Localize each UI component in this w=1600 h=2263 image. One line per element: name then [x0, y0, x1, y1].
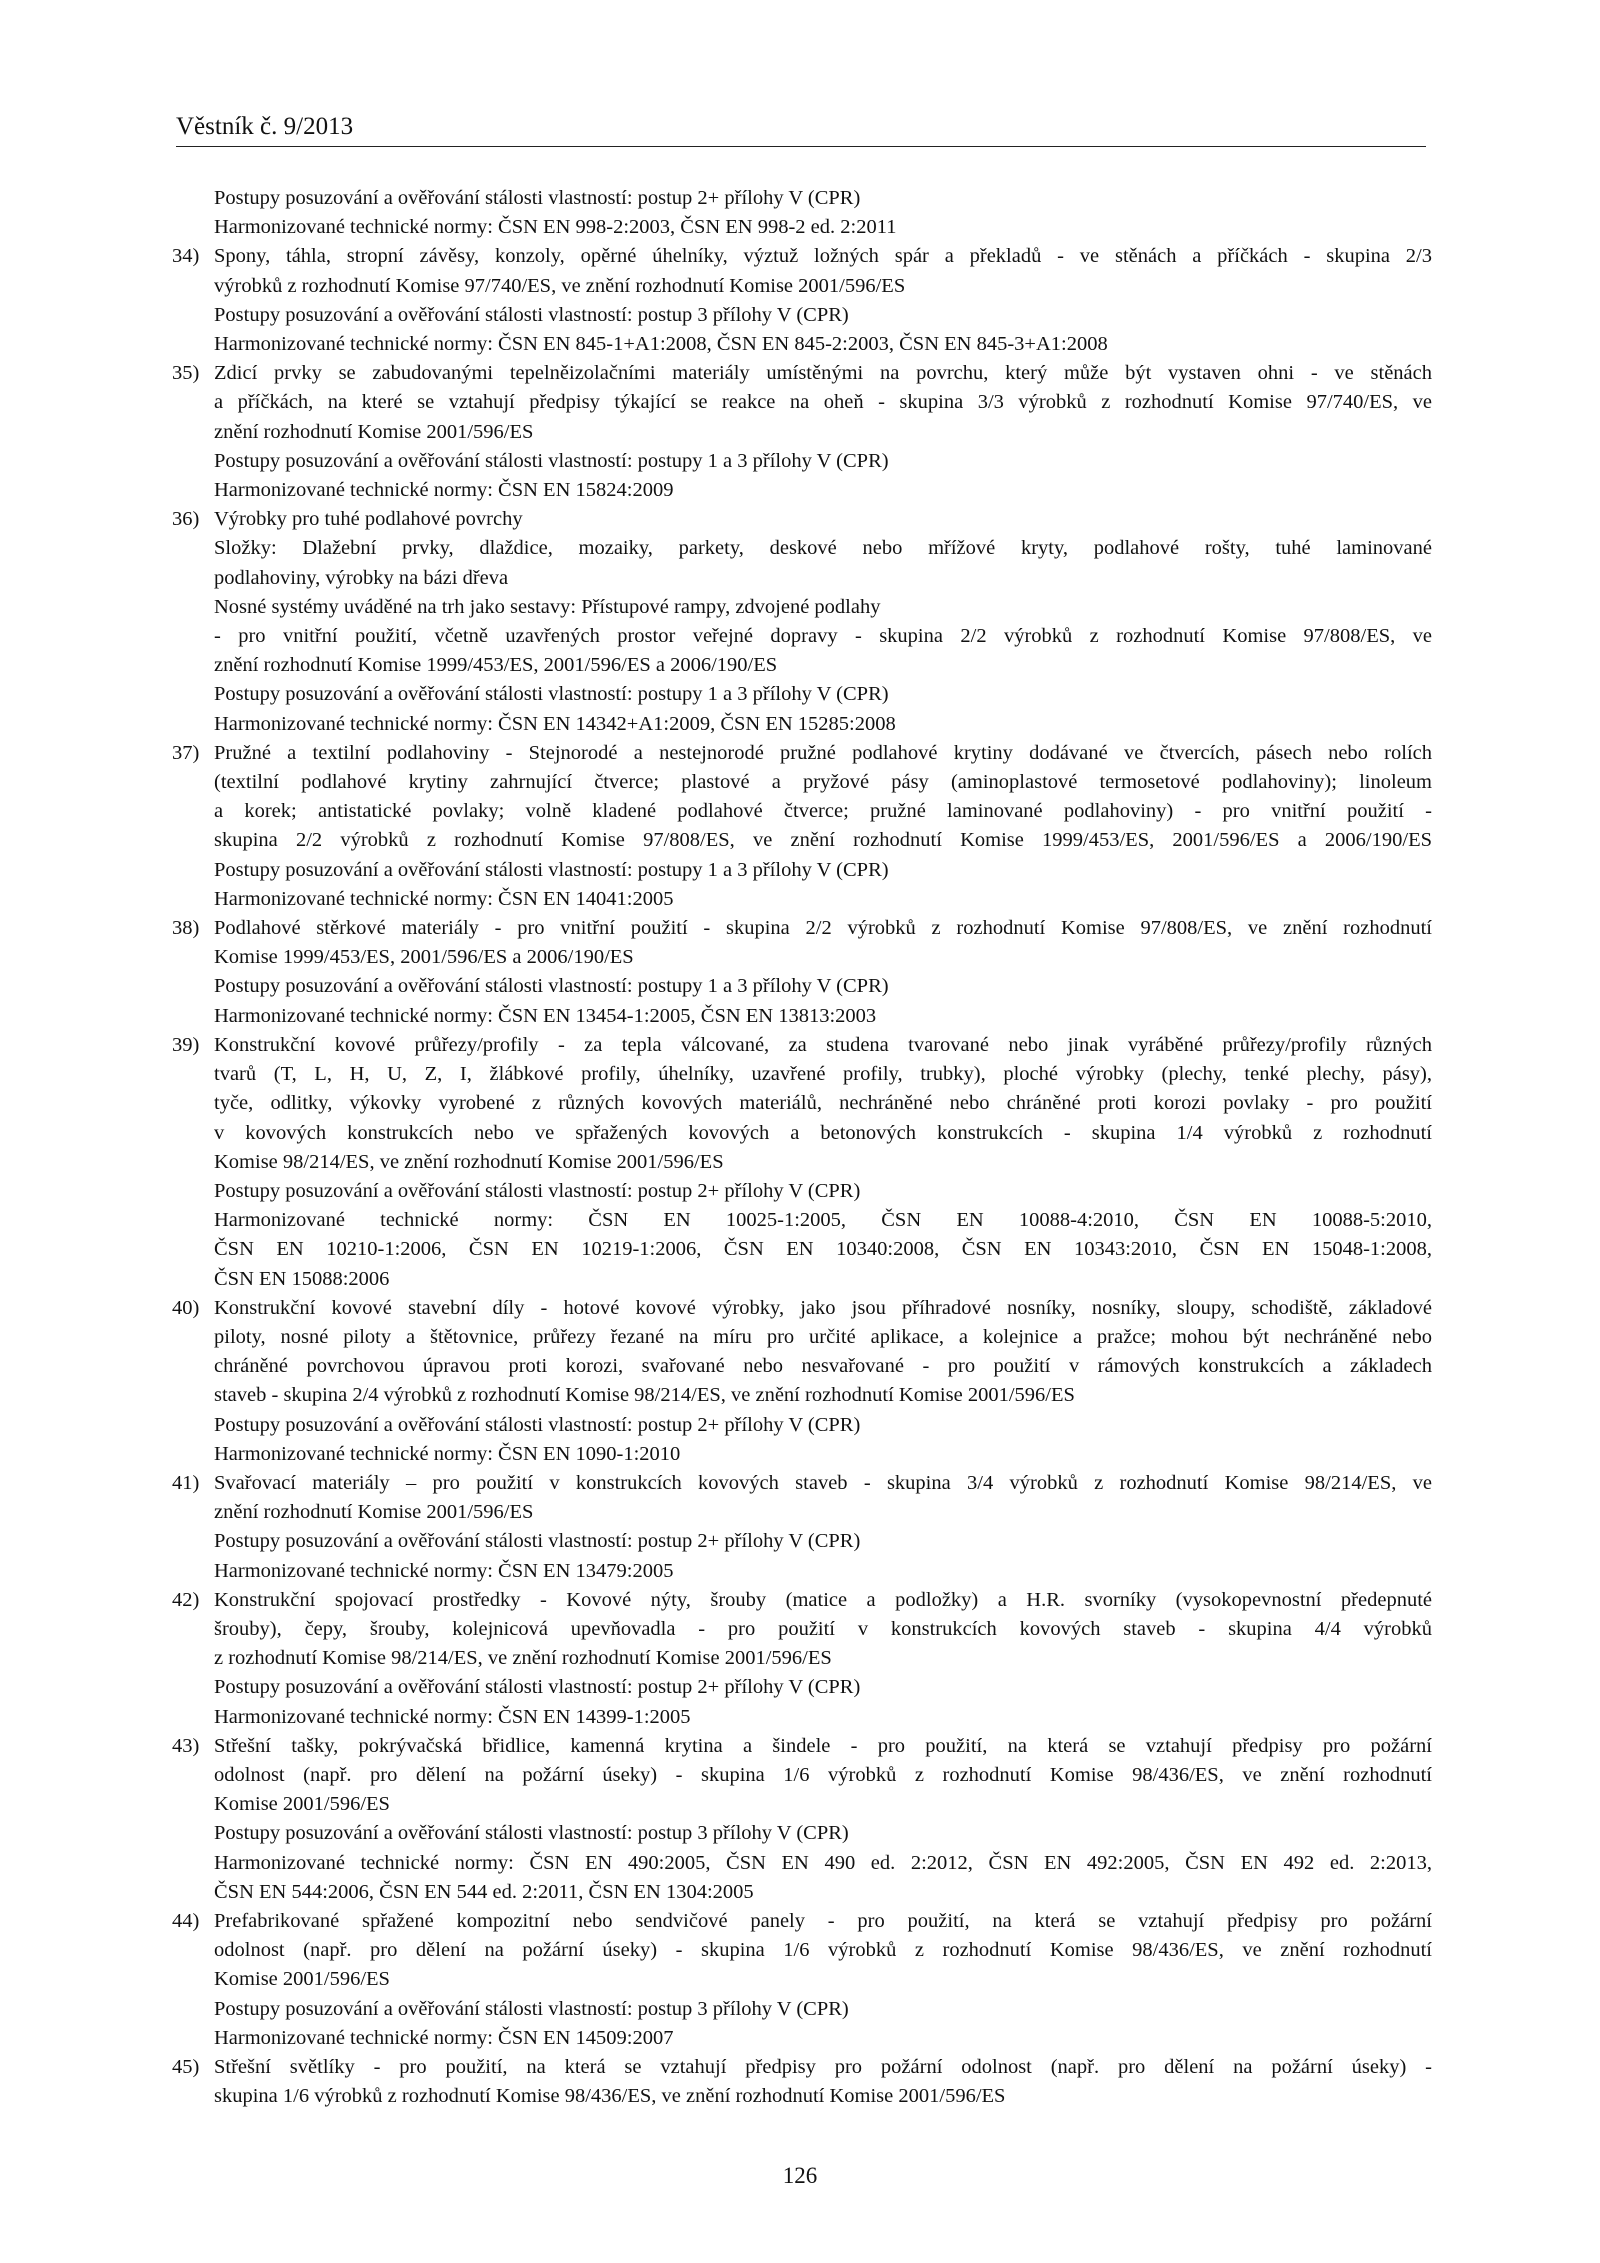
- line-text: Postupy posuzování a ověřování stálosti vlastností: postup 3 přílohy V (CPR): [214, 303, 849, 326]
- item-number: 39): [172, 1033, 200, 1056]
- line-text: Postupy posuzování a ověřování stálosti vlastností: postup 3 přílohy V (CPR): [214, 1997, 849, 2020]
- line-text: šrouby), čepy, šrouby, kolejnicová upevňovadla - pro použití v konstrukcích kovových staveb - skupina 4/4 výrobků: [214, 1617, 1432, 1640]
- item-number: 41): [172, 1471, 200, 1494]
- text-line: [172, 1352, 1432, 1381]
- line-text: Harmonizované technické normy: ČSN EN 15824:2009: [214, 479, 674, 502]
- item-number: 40): [172, 1296, 200, 1319]
- line-text: Postupy posuzování a ověřování stálosti vlastností: postup 2+ přílohy V (CPR): [214, 1413, 861, 1436]
- text-line: [172, 943, 1432, 972]
- line-text: Komise 2001/596/ES: [214, 1793, 390, 1816]
- page-number: 126: [782, 2163, 818, 2188]
- line-text: Harmonizované technické normy: ČSN EN 1090-1:2010: [214, 1442, 681, 1465]
- line-text: Harmonizované technické normy: ČSN EN 490:2005, ČSN EN 490 ed. 2:2012, ČSN EN 492:2005, ČSN EN 492 ed. 2:2013,: [214, 1851, 1432, 1874]
- text-line: [172, 1761, 1432, 1790]
- text-line: [172, 972, 1432, 1001]
- text-line: [172, 1498, 1432, 1527]
- text-line: [172, 1323, 1432, 1352]
- line-text: Výrobky pro tuhé podlahové povrchy: [214, 508, 523, 531]
- text-line: [172, 184, 1432, 213]
- text-line: [172, 680, 1432, 709]
- text-line: [172, 1527, 1432, 1556]
- text-line: [172, 213, 1432, 242]
- text-line: [172, 1119, 1432, 1148]
- line-text: Harmonizované technické normy: ČSN EN 13454-1:2005, ČSN EN 13813:2003: [214, 1004, 877, 1027]
- line-text: ČSN EN 544:2006, ČSN EN 544 ed. 2:2011, ČSN EN 1304:2005: [214, 1880, 754, 1903]
- item-number: 44): [172, 1909, 200, 1932]
- item-number: 34): [172, 245, 200, 268]
- text-line: [172, 301, 1432, 330]
- text-line: [172, 1703, 1432, 1732]
- line-text: Střešní tašky, pokrývačská břidlice, kamenná krytina a šindele - pro použití, na která se vztahují předpisy pro požární: [214, 1734, 1432, 1757]
- text-line: [172, 418, 1432, 447]
- line-text: znění rozhodnutí Komise 2001/596/ES: [214, 1501, 534, 1524]
- list-item-start: [172, 739, 1432, 768]
- line-text: Konstrukční kovové stavební díly - hotové kovové výrobky, jako jsou příhradové nosníky, nosníky, sloupy, schodiště, základové: [214, 1296, 1432, 1319]
- line-text: Složky: Dlažební prvky, dlaždice, mozaiky, parkety, deskové nebo mřížové kryty, podlahové rošty, tuhé laminované: [214, 537, 1432, 560]
- text-line: [172, 856, 1432, 885]
- text-line: [172, 2082, 1432, 2111]
- item-number: 35): [172, 362, 200, 385]
- text-line: [172, 710, 1432, 739]
- line-text: skupina 2/2 výrobků z rozhodnutí Komise 97/808/ES, ve znění rozhodnutí Komise 1999/453/ES, 2001/596/ES a 2006/190/ES: [214, 829, 1432, 852]
- line-text: odolnost (např. pro dělení na požární úseky) - skupina 1/6 výrobků z rozhodnutí Komise 98/436/ES, ve znění rozhodnutí: [214, 1763, 1432, 1786]
- line-text: Nosné systémy uváděné na trh jako sestavy: Přístupové rampy, zdvojené podlahy: [214, 595, 881, 618]
- text-line: [172, 1819, 1432, 1848]
- text-line: [172, 1002, 1432, 1031]
- line-text: Postupy posuzování a ověřování stálosti vlastností: postup 2+ přílohy V (CPR): [214, 1676, 861, 1699]
- text-line: [172, 1411, 1432, 1440]
- line-text: z rozhodnutí Komise 98/214/ES, ve znění rozhodnutí Komise 2001/596/ES: [214, 1647, 832, 1670]
- list-item-start: [172, 1732, 1432, 1761]
- line-text: chráněné povrchovou úpravou proti korozi, svařované nebo nesvařované - pro použití v rámových konstrukcích a základech: [214, 1355, 1432, 1378]
- item-number: 42): [172, 1588, 200, 1611]
- line-text: tyče, odlitky, výkovky vyrobené z různých kovových materiálů, nechráněné nebo chráněné proti korozi povlaky - pro použití: [214, 1092, 1432, 1115]
- line-text: Podlahové stěrkové materiály - pro vnitřní použití - skupina 2/2 výrobků z rozhodnutí Komise 97/808/ES, ve znění rozhodnutí: [214, 917, 1432, 940]
- text-line: [172, 1381, 1432, 1410]
- item-number: 36): [172, 508, 200, 531]
- line-text: piloty, nosné piloty a štětovnice, průřezy řezané na míru pro určité aplikace, a kolejnice a pražce; mohou být nechráněné nebo: [214, 1325, 1432, 1348]
- list-item-start: [172, 914, 1432, 943]
- text-line: [172, 1206, 1432, 1235]
- list-item-start: [172, 1031, 1432, 1060]
- text-line: [172, 1440, 1432, 1469]
- line-text: Postupy posuzování a ověřování stálosti vlastností: postupy 1 a 3 přílohy V (CPR): [214, 683, 889, 706]
- line-text: ČSN EN 15088:2006: [214, 1267, 390, 1290]
- page-header: [176, 112, 1426, 142]
- line-text: podlahoviny, výrobky na bázi dřeva: [214, 566, 509, 589]
- list-item-start: [172, 242, 1432, 271]
- line-text: Postupy posuzování a ověřování stálosti vlastností: postupy 1 a 3 přílohy V (CPR): [214, 449, 889, 472]
- line-text: Postupy posuzování a ověřování stálosti vlastností: postupy 1 a 3 přílohy V (CPR): [214, 975, 889, 998]
- text-line: [172, 1965, 1432, 1994]
- line-text: Konstrukční kovové průřezy/profily - za tepla válcované, za studena tvarované nebo jinak vyráběné průřezy/profily různých: [214, 1033, 1432, 1056]
- text-line: [172, 622, 1432, 651]
- list-item-start: [172, 2053, 1432, 2082]
- line-text: výrobků z rozhodnutí Komise 97/740/ES, ve znění rozhodnutí Komise 2001/596/ES: [214, 274, 906, 297]
- list-item-start: [172, 1907, 1432, 1936]
- text-line: [172, 826, 1432, 855]
- line-text: odolnost (např. pro dělení na požární úseky) - skupina 1/6 výrobků z rozhodnutí Komise 98/436/ES, ve znění rozhodnutí: [214, 1939, 1432, 1962]
- text-line: [172, 768, 1432, 797]
- text-line: [172, 797, 1432, 826]
- line-text: staveb - skupina 2/4 výrobků z rozhodnutí Komise 98/214/ES, ve znění rozhodnutí Komise 2001/596/ES: [214, 1384, 1075, 1407]
- text-line: [172, 1673, 1432, 1702]
- line-text: a příčkách, na které se vztahují předpisy týkající se reakce na oheň - skupina 3/3 výrobků z rozhodnutí Komise 97/740/ES, ve: [214, 391, 1432, 414]
- line-text: Postupy posuzování a ověřování stálosti vlastností: postup 3 přílohy V (CPR): [214, 1822, 849, 1845]
- text-line: [172, 1148, 1432, 1177]
- list-item-start: [172, 1294, 1432, 1323]
- text-line: [172, 388, 1432, 417]
- line-text: Postupy posuzování a ověřování stálosti vlastností: postup 2+ přílohy V (CPR): [214, 187, 861, 209]
- text-line: [172, 564, 1432, 593]
- line-text: - pro vnitřní použití, včetně uzavřených prostor veřejné dopravy - skupina 2/2 výrobků z rozhodnutí Komise 97/808/ES, ve: [214, 625, 1432, 648]
- line-text: znění rozhodnutí Komise 1999/453/ES, 2001/596/ES a 2006/190/ES: [214, 654, 778, 677]
- line-text: Harmonizované technické normy: ČSN EN 14342+A1:2009, ČSN EN 15285:2008: [214, 712, 896, 735]
- list-item-start: [172, 1469, 1432, 1498]
- text-line: [172, 1557, 1432, 1586]
- line-text: v kovových konstrukcích nebo ve spřažených kovových a betonových konstrukcích - skupina 1/4 výrobků z rozhodnutí: [214, 1121, 1432, 1144]
- line-text: Postupy posuzování a ověřování stálosti vlastností: postupy 1 a 3 přílohy V (CPR): [214, 858, 889, 881]
- text-line: [172, 1878, 1432, 1907]
- line-text: Postupy posuzování a ověřování stálosti vlastností: postup 2+ přílohy V (CPR): [214, 1530, 861, 1553]
- line-text: Komise 1999/453/ES, 2001/596/ES a 2006/190/ES: [214, 946, 634, 969]
- text-line: [172, 272, 1432, 301]
- line-text: Harmonizované technické normy: ČSN EN 14509:2007: [214, 2026, 674, 2049]
- item-number: 45): [172, 2056, 200, 2078]
- line-text: Postupy posuzování a ověřování stálosti vlastností: postup 2+ přílohy V (CPR): [214, 1179, 861, 1202]
- text-line: [172, 1790, 1432, 1819]
- text-line: [172, 1936, 1432, 1965]
- line-text: Pružné a textilní podlahoviny - Stejnorodé a nestejnorodé pružné podlahové krytiny dodávané ve čtvercích, pásech nebo rolích: [214, 741, 1432, 764]
- text-line: [172, 2024, 1432, 2053]
- line-text: Spony, táhla, stropní závěsy, konzoly, opěrné úhelníky, výztuž ložných spár a překladů - ve stěnách a příčkách - skupina 2/3: [214, 245, 1432, 268]
- line-text: Harmonizované technické normy: ČSN EN 845-1+A1:2008, ČSN EN 845-2:2003, ČSN EN 845-3+A1:2008: [214, 333, 1108, 356]
- line-text: Harmonizované technické normy: ČSN EN 14041:2005: [214, 887, 674, 910]
- line-text: Svařovací materiály – pro použití v konstrukcích kovových staveb - skupina 3/4 výrobků z rozhodnutí Komise 98/214/ES, ve: [214, 1471, 1432, 1494]
- text-line: [172, 1615, 1432, 1644]
- list-item-start: [172, 1586, 1432, 1615]
- line-text: ČSN EN 10210-1:2006, ČSN EN 10219-1:2006, ČSN EN 10340:2008, ČSN EN 10343:2010, ČSN EN 15048-1:2008,: [214, 1238, 1432, 1261]
- line-text: a korek; antistatické povlaky; volně kladené podlahové čtverce; pružné laminované podlahoviny) - pro vnitřní použití -: [214, 800, 1432, 823]
- item-number: 37): [172, 741, 200, 764]
- text-line: [172, 1995, 1432, 2024]
- line-text: Prefabrikované spřažené kompozitní nebo sendvičové panely - pro použití, na která se vztahují předpisy pro požární: [214, 1909, 1432, 1932]
- text-line: [172, 1235, 1432, 1264]
- line-text: Harmonizované technické normy: ČSN EN 10025-1:2005, ČSN EN 10088-4:2010, ČSN EN 10088-5:2010,: [214, 1209, 1432, 1232]
- text-line: [172, 1177, 1432, 1206]
- line-text: skupina 1/6 výrobků z rozhodnutí Komise 98/436/ES, ve znění rozhodnutí Komise 2001/596/ES: [214, 2085, 1006, 2108]
- text-line: [172, 1849, 1432, 1878]
- journal-title: Věstník č. 9/2013: [176, 113, 354, 140]
- line-text: Komise 98/214/ES, ve znění rozhodnutí Komise 2001/596/ES: [214, 1150, 724, 1173]
- text-line: [172, 330, 1432, 359]
- text-line: [172, 534, 1432, 563]
- list-item-start: [172, 505, 1432, 534]
- line-text: Harmonizované technické normy: ČSN EN 14399-1:2005: [214, 1705, 691, 1728]
- list-item-start: [172, 359, 1432, 388]
- line-text: (textilní podlahové krytiny zahrnující čtverce; plastové a pryžové pásy (aminoplastové termosetové podlahoviny); linoleum: [214, 771, 1432, 794]
- text-line: [172, 447, 1432, 476]
- header-divider: [176, 146, 1426, 147]
- line-text: Střešní světlíky - pro použití, na která se vztahují předpisy pro požární odolnost (např. pro dělení na požární úseky) -: [214, 2056, 1432, 2078]
- line-text: Harmonizované technické normy: ČSN EN 998-2:2003, ČSN EN 998-2 ed. 2:2011: [214, 216, 897, 239]
- text-line: [172, 651, 1432, 680]
- line-text: Komise 2001/596/ES: [214, 1968, 390, 1991]
- line-text: Zdicí prvky se zabudovanými tepelněizolačními materiály umístěnými na povrchu, který může být vystaven ohni - ve stěnách: [214, 362, 1432, 385]
- line-text: znění rozhodnutí Komise 2001/596/ES: [214, 420, 534, 443]
- text-line: [172, 1060, 1432, 1089]
- text-line: [172, 593, 1432, 622]
- line-text: tvarů (T, L, H, U, Z, I, žlábkové profily, úhelníky, uzavřené profily, trubky), ploché výrobky (plechy, tenké plechy, pásy),: [214, 1063, 1432, 1086]
- item-number: 38): [172, 917, 200, 940]
- text-line: [172, 476, 1432, 505]
- text-line: [172, 885, 1432, 914]
- document-body: [172, 184, 1432, 2111]
- text-line: [172, 1644, 1432, 1673]
- text-line: [172, 1265, 1432, 1294]
- item-number: 43): [172, 1734, 200, 1757]
- line-text: Harmonizované technické normy: ČSN EN 13479:2005: [214, 1559, 674, 1582]
- line-text: Konstrukční spojovací prostředky - Kovové nýty, šrouby (matice a podložky) a H.R. svorníky (vysokopevnostní předepnuté: [214, 1588, 1432, 1611]
- text-line: [172, 1089, 1432, 1118]
